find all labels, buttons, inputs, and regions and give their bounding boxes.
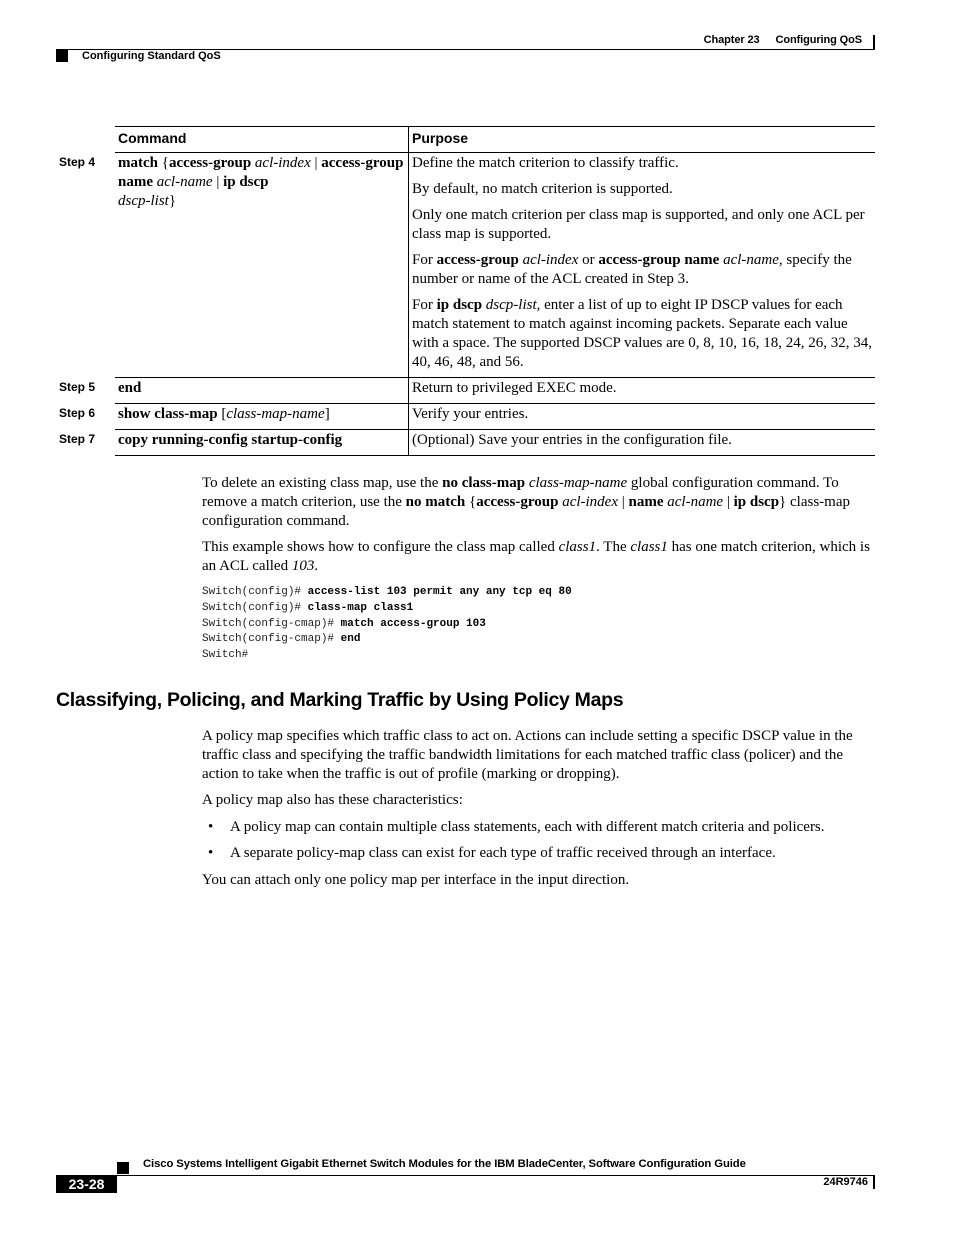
purpose-text: For ip dscp dscp-list, enter a list of up to eight IP DSCP values for each match statement to match against incoming packets. Separate each value with a space. The supported DSCP values are 0, 8, 10, 16, 18, 24, 26, 32, 34, 40, 46, 48, and 56. <box>412 297 872 370</box>
cmd-text: | <box>310 155 322 171</box>
bullet-list <box>202 818 878 863</box>
purpose-cell: Verify your entries. <box>409 404 876 430</box>
command-cell <box>115 153 409 378</box>
cmd-keyword: show class-map <box>118 406 218 422</box>
page-number: 23-28 <box>56 1175 117 1193</box>
table-row <box>115 378 875 404</box>
code-line: Switch(config)# class-map class1 <box>202 601 414 614</box>
purpose-cell: (Optional) Save your entries in the configuration file. <box>409 430 876 456</box>
section-heading: Classifying, Policing, and Marking Traffic by Using Policy Maps <box>56 689 624 711</box>
cmd-keyword: ip dscp <box>223 174 269 190</box>
purpose-cell: Return to privileged EXEC mode. <box>409 378 876 404</box>
section-paragraph: A policy map also has these characteristics: <box>202 792 463 808</box>
section-paragraph: A policy map specifies which traffic class to act on. Actions can include setting a specific DSCP value in the traffic class and specifying the traffic bandwidth limitations for each matched traffic class (policer) and the action to take when the traffic is out of profile (marking or dropping). <box>202 728 853 782</box>
list-item: • A separate policy-map class can exist for each type of traffic received through an interface. <box>208 845 776 861</box>
purpose-cell <box>409 153 876 378</box>
footer-rule <box>56 1175 875 1176</box>
cmd-argument: acl-index <box>251 155 311 171</box>
table-header-row <box>115 127 875 153</box>
cmd-text: } <box>168 193 177 209</box>
cmd-argument: class-map-name <box>226 406 325 422</box>
bullet-icon: • <box>208 819 214 835</box>
code-line: Switch(config-cmap)# end <box>202 633 361 646</box>
command-table <box>115 126 875 456</box>
command-cell <box>115 404 409 430</box>
paragraph-delete-class-map: To delete an existing class map, use the no class-map class-map-name global configuration command. To remove a match criterion, use the no match {access-group acl-index | name acl-name | ip dscp} class-map configuration command. <box>202 475 850 529</box>
bullet-icon: • <box>208 845 214 861</box>
table-row <box>115 153 875 378</box>
cmd-text: | <box>212 174 224 190</box>
step-label: Step 7 <box>59 432 96 446</box>
doc-number: 24R9746 <box>823 1176 868 1188</box>
cmd-keyword: access-group name <box>118 155 404 190</box>
cmd-keyword: match <box>118 155 158 171</box>
code-line: Switch# <box>202 649 249 662</box>
step-label: Step 4 <box>59 155 96 169</box>
cmd-keyword: copy running-config startup-config <box>118 432 343 448</box>
column-header-command: Command <box>115 127 409 153</box>
footer-title: Cisco Systems Intelligent Gigabit Ethernet Switch Modules for the IBM BladeCenter, Software Configuration Guide <box>143 1158 746 1170</box>
footer-marker <box>117 1162 129 1174</box>
cmd-argument: dscp-list <box>118 193 169 209</box>
header-chapter <box>704 34 862 46</box>
table-row <box>115 430 875 456</box>
header-bar <box>873 35 875 50</box>
purpose-text: Define the match criterion to classify traffic. <box>412 155 679 171</box>
paragraph-example: This example shows how to configure the class map called class1. The class1 has one match criterion, which is an ACL called 103. <box>202 539 870 574</box>
cmd-keyword: end <box>118 380 142 396</box>
step-label: Step 5 <box>59 380 96 394</box>
cmd-text: { <box>158 155 169 171</box>
table-row <box>115 404 875 430</box>
header-marker <box>56 50 68 62</box>
code-line: Switch(config)# access-list 103 permit any any tcp eq 80 <box>202 586 572 598</box>
section-paragraph: You can attach only one policy map per interface in the input direction. <box>202 872 630 888</box>
cmd-keyword: access-group <box>168 155 252 171</box>
cmd-argument: acl-name <box>153 174 213 190</box>
cmd-text: ] <box>324 406 330 422</box>
command-cell <box>115 378 409 404</box>
header-section: Configuring Standard QoS <box>82 50 221 62</box>
purpose-text: For access-group acl-index or access-group name acl-name, specify the number or name of the ACL created in Step 3. <box>412 252 852 287</box>
cmd-text: [ <box>217 406 227 422</box>
chapter-title: Configuring QoS <box>775 34 862 46</box>
step-label: Step 6 <box>59 406 96 420</box>
chapter-label: Chapter 23 <box>703 34 760 46</box>
command-cell <box>115 430 409 456</box>
purpose-text: By default, no match criterion is supported. <box>412 181 673 197</box>
purpose-text: Only one match criterion per class map is supported, and only one ACL per class map is supported. <box>412 207 865 242</box>
list-item: • A policy map can contain multiple class statements, each with different match criteria and policers. <box>208 819 825 835</box>
code-example <box>202 585 572 664</box>
code-line: Switch(config-cmap)# match access-group 103 <box>202 617 486 630</box>
footer-bar <box>873 1175 875 1189</box>
column-header-purpose: Purpose <box>409 127 876 153</box>
